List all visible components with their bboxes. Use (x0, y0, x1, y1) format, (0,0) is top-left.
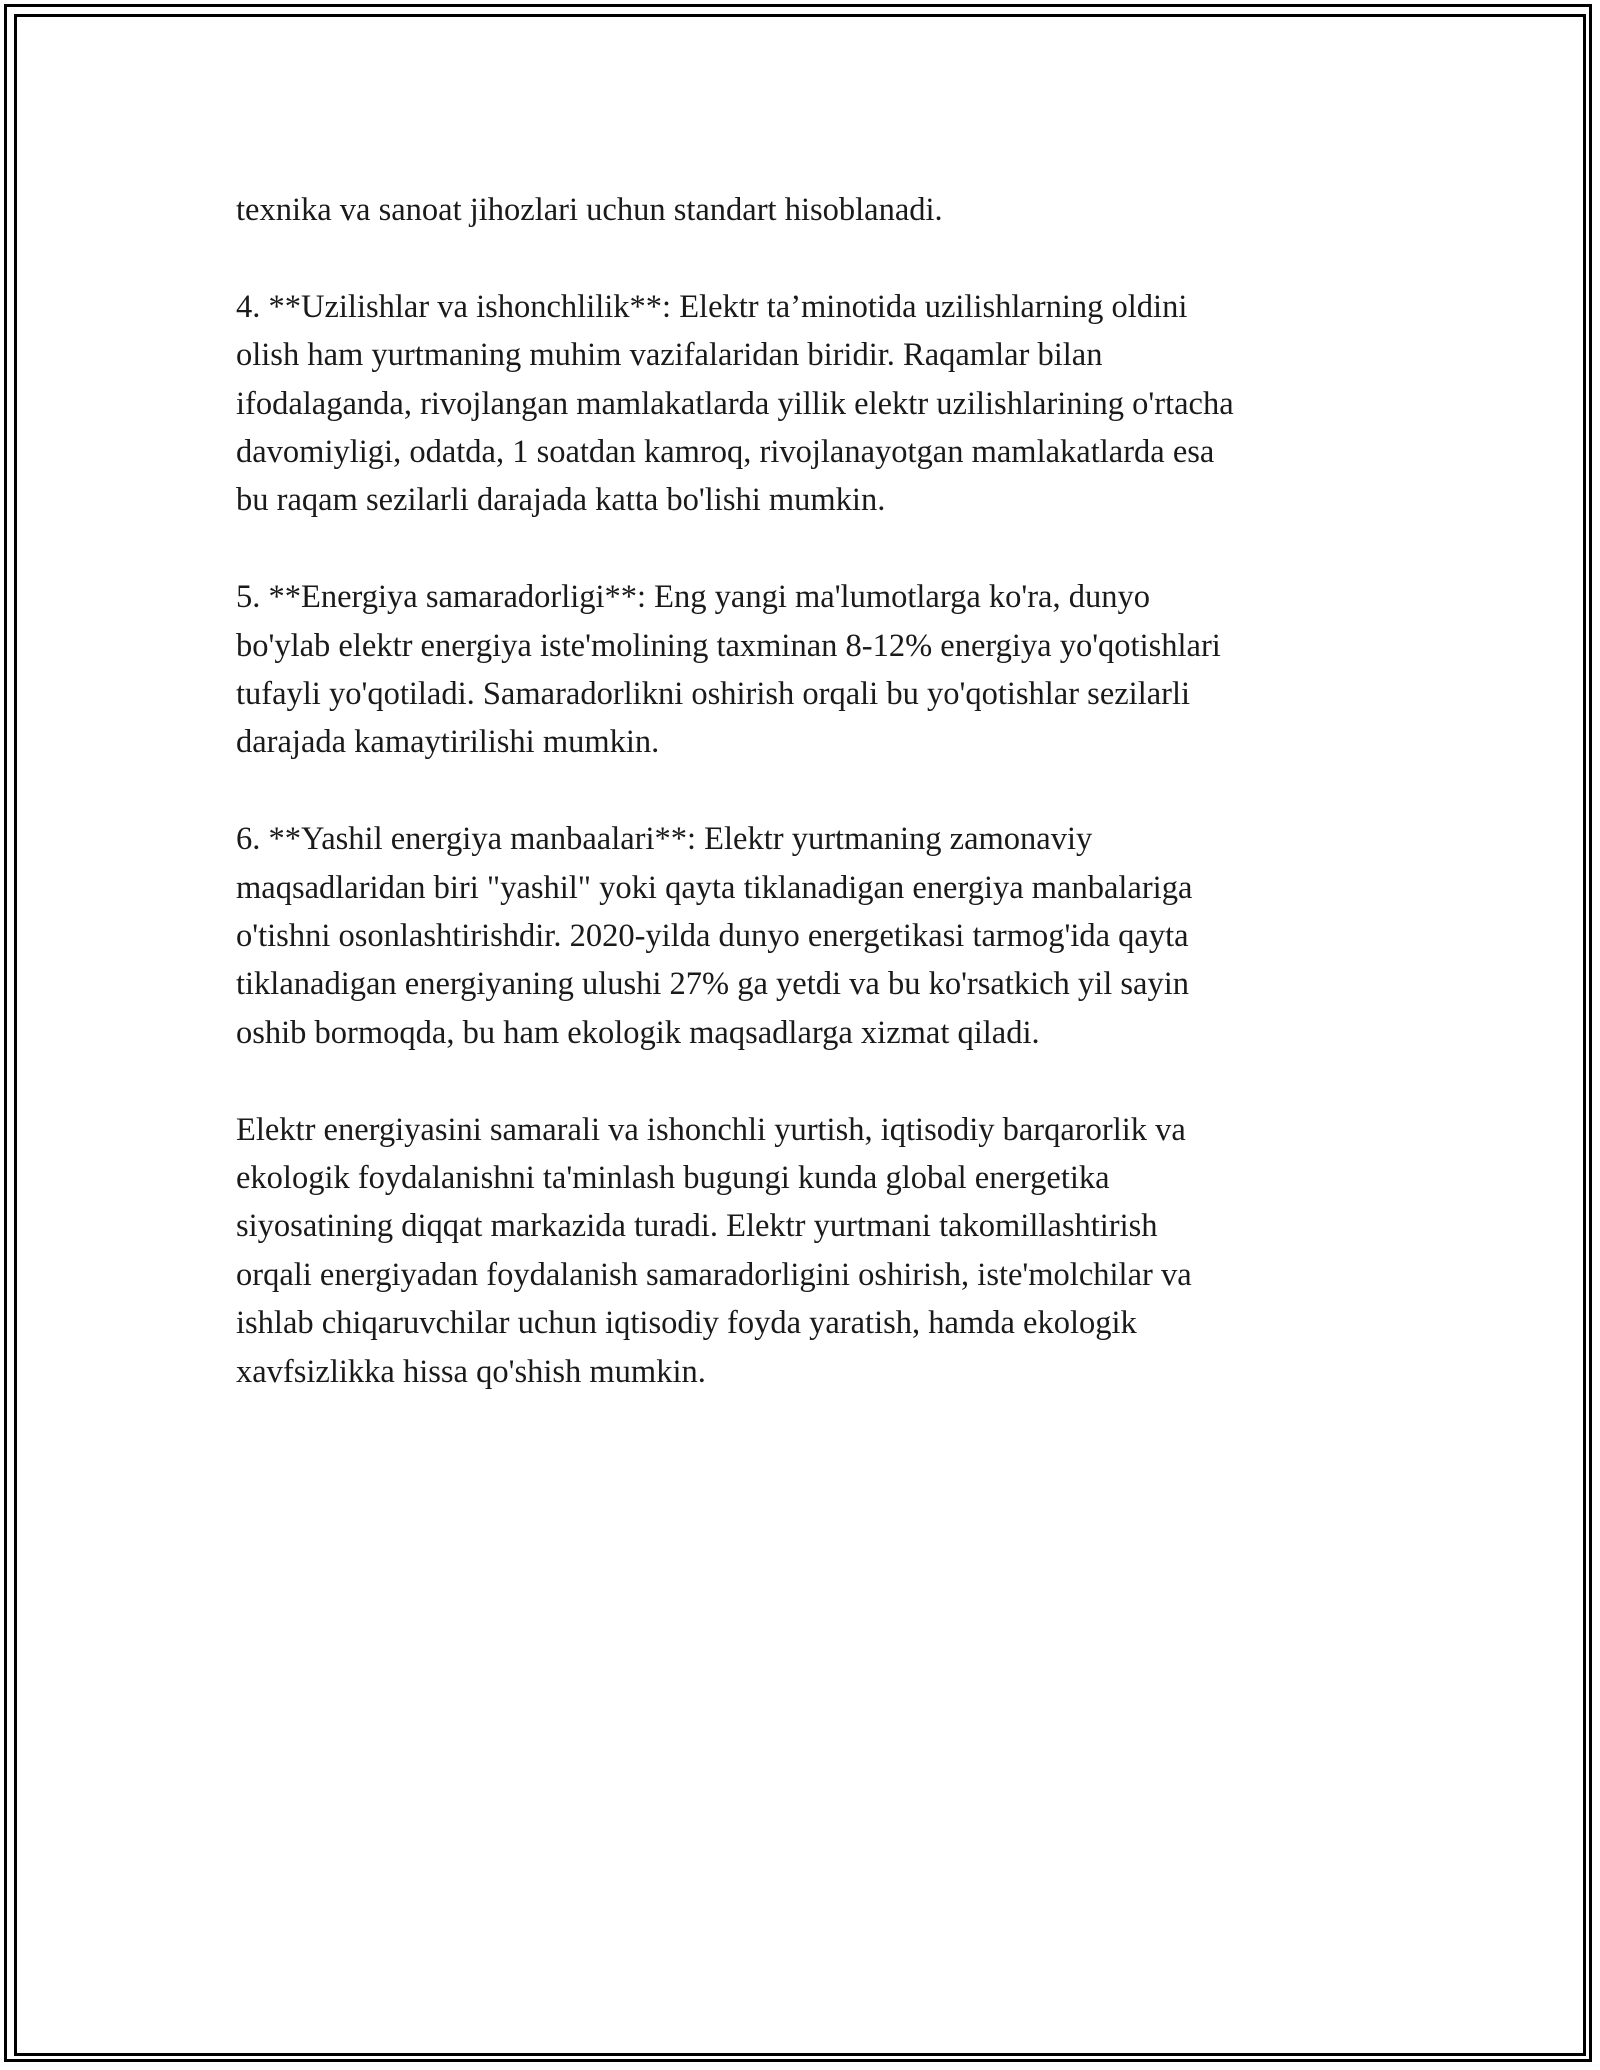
text-line: darajada kamaytirilishi mumkin. (236, 724, 660, 761)
text-line: bo'ylab elektr energiya iste'molining taxminan 8-12% energiya yo'qotishlari (236, 627, 1221, 664)
text-line: maqsadlaridan biri "yashil" yoki qayta tiklanadigan energiya manbalariga (236, 869, 1193, 906)
text-line: xavfsizlikka hissa qo'shish mumkin. (236, 1353, 706, 1390)
text-line: 6. **Yashil energiya manbaalari**: Elektr yurtmaning zamonaviy (236, 821, 1093, 858)
paragraph-conclusion (236, 1106, 1386, 1396)
text-line: ekologik foydalanishni ta'minlash bugungi kunda global energetika (236, 1160, 1110, 1197)
document-body (236, 186, 1386, 1444)
text-line: 4. **Uzilishlar va ishonchlilik**: Elektr ta’minotida uzilishlarning oldini (236, 288, 1188, 325)
text-line: siyosatining diqqat markazida turadi. Elektr yurtmani takomillashtirish (236, 1208, 1158, 1245)
text-line: ifodalaganda, rivojlangan mamlakatlarda yillik elektr uzilishlarining o'rtacha (236, 385, 1234, 422)
text-line: ishlab chiqaruvchilar uchun iqtisodiy foyda yaratish, hamda ekologik (236, 1305, 1137, 1342)
text-line: oshib bormoqda, bu ham ekologik maqsadlarga xizmat qiladi. (236, 1014, 1040, 1051)
text-line: davomiyligi, odatda, 1 soatdan kamroq, rivojlanayotgan mamlakatlarda esa (236, 434, 1215, 471)
text-line: olish ham yurtmaning muhim vazifalaridan biridir. Raqamlar bilan (236, 337, 1103, 374)
paragraph-green-energy (236, 815, 1386, 1057)
text-line: texnika va sanoat jihozlari uchun standart hisoblanadi. (236, 192, 943, 228)
text-line: bu raqam sezilarli darajada katta bo'lishi mumkin. (236, 482, 886, 519)
paragraph-energy-efficiency (236, 573, 1386, 767)
paragraph-continuation (236, 186, 1386, 234)
paragraph-interruptions-reliability (236, 283, 1386, 525)
text-line: 5. **Energiya samaradorligi**: Eng yangi ma'lumotlarga ko'ra, dunyo (236, 579, 1150, 616)
text-line: o'tishni osonlashtirishdir. 2020-yilda dunyo energetikasi tarmog'ida qayta (236, 918, 1189, 955)
text-line: tiklanadigan energiyaning ulushi 27% ga yetdi va bu ko'rsatkich yil sayin (236, 966, 1189, 1003)
text-line: orqali energiyadan foydalanish samaradorligini oshirish, iste'molchilar va (236, 1256, 1192, 1293)
text-line: Elektr energiyasini samarali va ishonchli yurtish, iqtisodiy barqarorlik va (236, 1111, 1186, 1148)
text-line: tufayli yo'qotiladi. Samaradorlikni oshirish orqali bu yo'qotishlar sezilarli (236, 676, 1191, 713)
